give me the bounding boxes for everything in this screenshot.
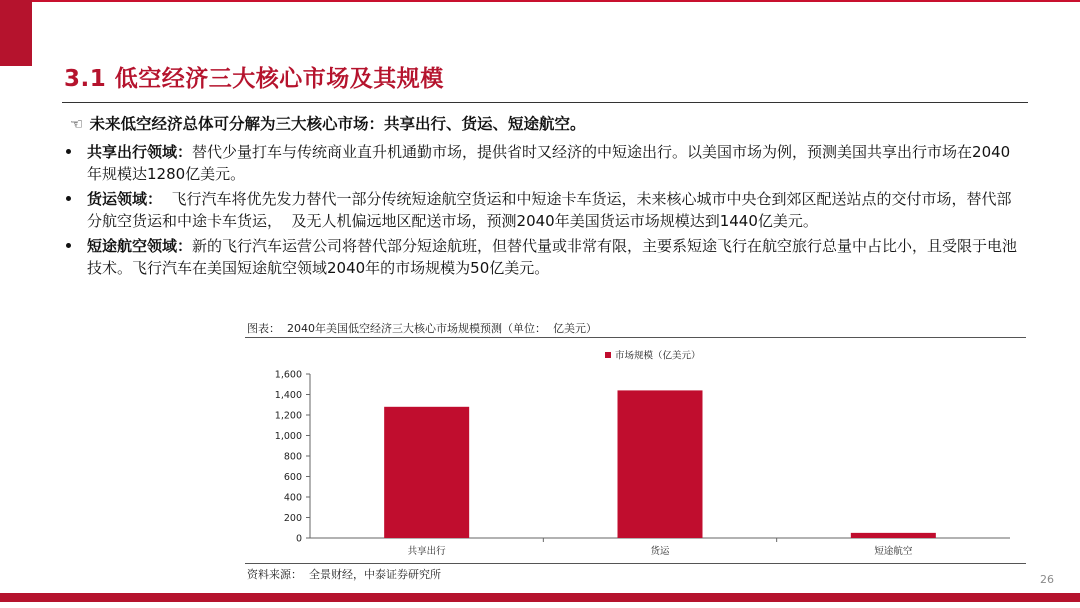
bullet-term: 共享出行领域：	[87, 143, 193, 161]
y-tick-label: 400	[283, 492, 302, 504]
bullet-text: 替代少量打车与传统商业直升机通勤市场，提供省时又经济的中短途出行。以美国市场为例，预测美国共享出行市场在2040年规模达1280亿美元。	[87, 143, 1011, 183]
title-divider	[62, 102, 1028, 103]
bullet-item	[62, 235, 1022, 279]
legend-swatch	[605, 352, 611, 358]
x-tick-label: 短途航空	[874, 546, 913, 557]
figure-title: 图表： 2040年美国低空经济三大核心市场规模预测（单位： 亿美元）	[247, 322, 597, 335]
y-tick-label: 1,000	[274, 431, 302, 442]
y-tick-label: 1,400	[274, 390, 302, 401]
bullet-term: 短途航空领域：	[87, 237, 193, 255]
bullet-text: 飞行汽车将优先发力替代一部分传统短途航空货运和中短途卡车货运，未来核心城市中央仓到郊区配送站点的交付市场，替代部分航空货运和中途卡车货运， 及无人机偏远地区配送市场，预测2040年美国货运市场规模达到1440亿美元。	[87, 190, 1012, 230]
bottom-rule	[0, 593, 1080, 602]
bar	[618, 390, 703, 538]
source-note: 资料来源： 全景财经，中泰证券研究所	[247, 568, 441, 581]
bar	[384, 407, 469, 538]
y-tick-label: 0	[295, 533, 302, 545]
chart-container	[245, 337, 1026, 564]
x-tick-label: 共享出行	[407, 546, 446, 557]
y-tick-label: 800	[283, 451, 302, 463]
top-rule	[0, 0, 1080, 2]
corner-accent-block	[0, 0, 32, 66]
bullet-item	[62, 141, 1022, 185]
bullet-text: 新的飞行汽车运营公司将替代部分短途航班，但替代量或非常有限，主要系短途飞行在航空旅行总量中占比小，且受限于电池技术。飞行汽车在美国短途航空领域2040年的市场规模为50亿美元。	[87, 237, 1018, 277]
lead-text: 未来低空经济总体可分解为三大核心市场：共享出行、货运、短途航空。	[89, 115, 586, 133]
lead-statement	[70, 112, 585, 134]
legend-label: 市场规模（亿美元）	[615, 350, 701, 362]
bullet-item	[62, 188, 1022, 232]
y-tick-label: 600	[283, 472, 302, 483]
x-tick-label: 货运	[650, 546, 670, 557]
y-tick-label: 1,200	[274, 410, 302, 422]
bar-chart	[245, 338, 1026, 563]
page-number: 26	[1040, 573, 1054, 586]
slide-title: 3.1 低空经济三大核心市场及其规模	[64, 66, 444, 92]
pointing-hand-icon: ☜	[70, 115, 84, 133]
bar	[851, 533, 936, 538]
bullet-term: 货运领域：	[87, 190, 163, 208]
y-tick-label: 1,600	[274, 369, 302, 381]
bullet-list	[62, 141, 1022, 282]
y-tick-label: 200	[283, 513, 302, 524]
